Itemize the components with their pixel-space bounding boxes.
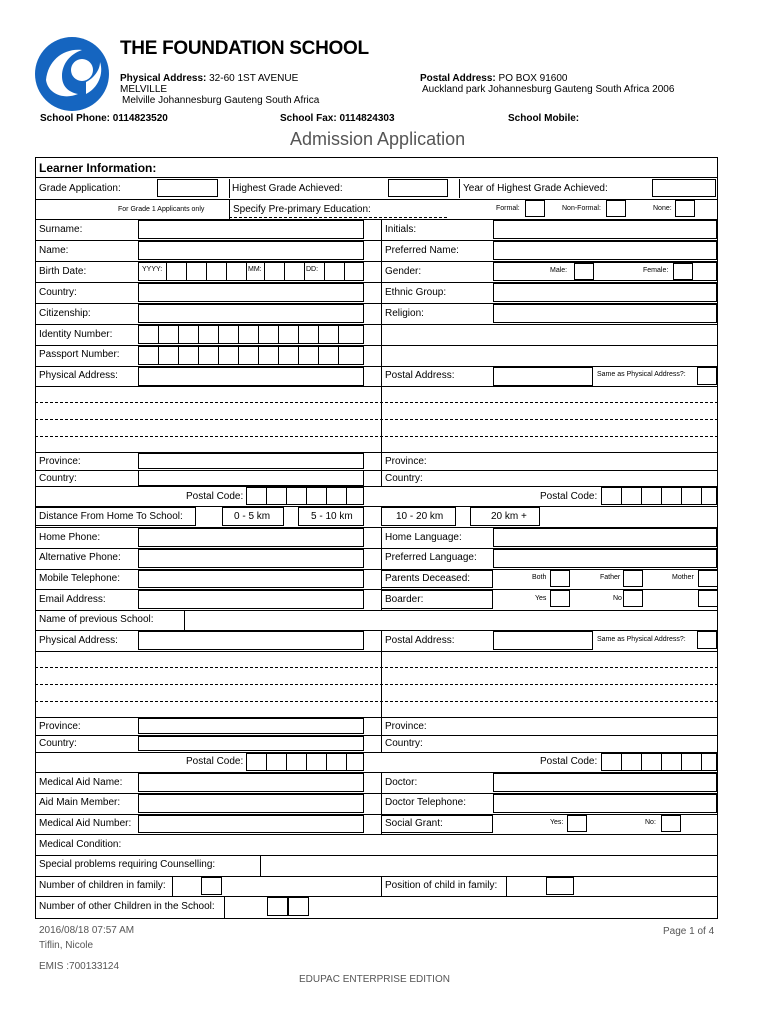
country-field[interactable] bbox=[138, 283, 364, 302]
same-as-label-2: Same as Physical Address?: bbox=[597, 636, 686, 643]
home-language-field[interactable] bbox=[493, 528, 717, 547]
parents-deceased-label: Parents Deceased: bbox=[385, 573, 471, 584]
preprimary-label: Specify Pre-primary Education: bbox=[233, 204, 371, 215]
postal-code-label: Postal Code: bbox=[186, 491, 244, 502]
postal-code-label-postal-2: Postal Code: bbox=[540, 756, 598, 767]
social-grant-no-label: No: bbox=[645, 819, 656, 826]
email-field[interactable] bbox=[138, 590, 364, 609]
highest-grade-field[interactable] bbox=[388, 179, 448, 197]
school-name: THE FOUNDATION SCHOOL bbox=[120, 38, 369, 59]
same-as-label: Same as Physical Address?: bbox=[597, 371, 686, 378]
home-phone-field[interactable] bbox=[138, 528, 364, 547]
prev-school-label: Name of previous School: bbox=[39, 614, 154, 625]
email-label: Email Address: bbox=[39, 594, 106, 605]
form-title: Admission Application bbox=[290, 129, 466, 149]
citizenship-label: Citizenship: bbox=[39, 308, 91, 319]
name-label: Name: bbox=[39, 245, 69, 256]
religion-label: Religion: bbox=[385, 308, 424, 319]
passport-label: Passport Number: bbox=[39, 349, 120, 360]
distance-label: Distance From Home To School: bbox=[39, 511, 183, 522]
physical-address-label: Physical Address: bbox=[39, 370, 118, 381]
mm-label: MM: bbox=[248, 266, 262, 273]
year-highest-label: Year of Highest Grade Achieved: bbox=[463, 183, 608, 194]
grade-application-field[interactable] bbox=[157, 179, 218, 197]
postal-code-label-2: Postal Code: bbox=[186, 756, 244, 767]
province-label-postal-2: Province: bbox=[385, 721, 427, 732]
male-label: Male: bbox=[550, 267, 568, 274]
physical-address-field-2[interactable] bbox=[138, 631, 364, 650]
male-checkbox[interactable] bbox=[574, 263, 594, 280]
social-grant-yes-checkbox[interactable] bbox=[567, 815, 587, 832]
school-mobile: School Mobile: bbox=[508, 113, 580, 124]
postal-address-field[interactable] bbox=[493, 367, 593, 386]
medical-condition-label: Medical Condition: bbox=[39, 839, 122, 850]
female-checkbox[interactable] bbox=[673, 263, 693, 280]
nonformal-label: Non-Formal: bbox=[562, 205, 601, 212]
same-as-checkbox[interactable] bbox=[697, 367, 717, 385]
religion-field[interactable] bbox=[493, 304, 717, 323]
mother-checkbox[interactable] bbox=[698, 570, 718, 587]
other-children-field-2[interactable] bbox=[288, 897, 309, 916]
boarder-yes-checkbox[interactable] bbox=[550, 590, 570, 607]
footer-datetime: 2016/08/18 07:57 AM bbox=[39, 925, 135, 936]
province-field[interactable] bbox=[138, 453, 364, 469]
med-aid-name-label: Medical Aid Name: bbox=[39, 777, 123, 788]
province-label: Province: bbox=[39, 456, 81, 467]
citizenship-field[interactable] bbox=[138, 304, 364, 323]
footer-emis: EMIS :700133124 bbox=[39, 961, 120, 972]
postal-code-label-postal: Postal Code: bbox=[540, 491, 598, 502]
postal-address-label-2: Postal Address: bbox=[385, 635, 455, 646]
country-label-2: Country: bbox=[39, 738, 77, 749]
footer-page: Page 1 of 4 bbox=[663, 926, 715, 937]
social-grant-yes-label: Yes: bbox=[550, 819, 564, 826]
doctor-label: Doctor: bbox=[385, 777, 418, 788]
postal-code-postal-field[interactable] bbox=[601, 487, 717, 505]
pref-language-field[interactable] bbox=[493, 549, 717, 568]
initials-label: Initials: bbox=[385, 224, 417, 235]
med-aid-number-field[interactable] bbox=[138, 815, 364, 833]
initials-field[interactable] bbox=[493, 220, 717, 239]
year-highest-field[interactable] bbox=[652, 179, 716, 197]
boarder-extra-box[interactable] bbox=[698, 590, 718, 607]
both-checkbox[interactable] bbox=[550, 570, 570, 587]
med-aid-name-field[interactable] bbox=[138, 773, 364, 792]
med-aid-number-label: Medical Aid Number: bbox=[39, 818, 132, 829]
section-learner-info: Learner Information: bbox=[39, 161, 157, 175]
father-label: Father bbox=[600, 574, 621, 581]
doctor-field[interactable] bbox=[493, 773, 717, 792]
grade1-note: For Grade 1 Applicants only bbox=[118, 206, 205, 213]
birth-date-label: Birth Date: bbox=[39, 266, 87, 277]
surname-label: Surname: bbox=[39, 224, 83, 235]
province-field-2[interactable] bbox=[138, 718, 364, 734]
grade-application-label: Grade Application: bbox=[39, 183, 121, 194]
yyyy-label: YYYY: bbox=[142, 266, 163, 273]
mobile-field[interactable] bbox=[138, 570, 364, 588]
position-child-label: Position of child in family: bbox=[385, 880, 498, 891]
physical-address-label-2: Physical Address: bbox=[39, 635, 118, 646]
female-label: Female: bbox=[643, 267, 669, 274]
mobile-label: Mobile Telephone: bbox=[39, 573, 120, 584]
country-label-physical: Country: bbox=[39, 473, 77, 484]
children-family-label: Number of children in family: bbox=[39, 880, 166, 891]
home-phone-label: Home Phone: bbox=[39, 532, 101, 543]
aid-member-label: Aid Main Member: bbox=[39, 797, 121, 808]
postal-address-label: Postal Address: bbox=[385, 370, 455, 381]
special-problems-label: Special problems requiring Counselling: bbox=[39, 859, 216, 870]
nonformal-checkbox[interactable] bbox=[606, 200, 626, 217]
alt-phone-label: Alternative Phone: bbox=[39, 552, 121, 563]
country-label: Country: bbox=[39, 287, 77, 298]
passport-field[interactable] bbox=[138, 346, 364, 365]
doctor-phone-field[interactable] bbox=[493, 794, 717, 813]
other-children-label: Number of other Children in the School: bbox=[39, 901, 215, 912]
formal-label: Formal: bbox=[496, 205, 520, 212]
boarder-yes-label: Yes bbox=[535, 595, 547, 602]
gender-label: Gender: bbox=[385, 266, 422, 277]
postal-code-postal-field-2[interactable] bbox=[601, 753, 717, 771]
country-physical-field[interactable] bbox=[138, 470, 364, 486]
boarder-no-label: No bbox=[613, 595, 622, 602]
province-label-2: Province: bbox=[39, 721, 81, 732]
other-children-field-1[interactable] bbox=[267, 897, 288, 916]
school-logo bbox=[34, 36, 110, 112]
physical-address-field[interactable] bbox=[138, 367, 364, 386]
alt-phone-field[interactable] bbox=[138, 549, 364, 568]
physical-address-header: Physical Address: 32-60 1ST AVENUE bbox=[120, 73, 299, 84]
physical-address-line3: Melville Johannesburg Gauteng South Africa bbox=[122, 95, 320, 106]
same-as-checkbox-2[interactable] bbox=[697, 631, 717, 649]
postal-address-line2: Auckland park Johannesburg Gauteng South Africa 2006 bbox=[422, 84, 675, 95]
highest-grade-label: Highest Grade Achieved: bbox=[232, 183, 343, 194]
physical-address-line2: MELVILLE bbox=[120, 84, 168, 95]
identity-label: Identity Number: bbox=[39, 329, 113, 340]
footer-user: Tiflin, Nicole bbox=[39, 940, 94, 951]
ethnic-field[interactable] bbox=[493, 283, 717, 302]
home-language-label: Home Language: bbox=[385, 532, 462, 543]
postal-address-header: Postal Address: PO BOX 91600 bbox=[420, 73, 568, 84]
both-label: Both bbox=[532, 574, 547, 581]
surname-field[interactable] bbox=[138, 220, 364, 239]
school-phone: School Phone: 0114823520 bbox=[40, 113, 168, 124]
ethnic-label: Ethnic Group: bbox=[385, 287, 447, 298]
identity-field[interactable] bbox=[138, 325, 364, 344]
distance-5-10-label: 5 - 10 km bbox=[311, 511, 353, 522]
dd-label: DD: bbox=[306, 266, 319, 273]
pref-language-label: Preferred Language: bbox=[385, 552, 477, 563]
province-label-postal: Province: bbox=[385, 456, 427, 467]
boarder-no-checkbox[interactable] bbox=[623, 590, 643, 607]
father-checkbox[interactable] bbox=[623, 570, 643, 587]
country-field-2[interactable] bbox=[138, 736, 364, 751]
social-grant-no-checkbox[interactable] bbox=[661, 815, 681, 832]
none-checkbox[interactable] bbox=[675, 200, 695, 217]
name-field[interactable] bbox=[138, 241, 364, 260]
doctor-phone-label: Doctor Telephone: bbox=[385, 797, 466, 808]
boarder-label: Boarder: bbox=[385, 594, 424, 605]
none-label: None: bbox=[653, 205, 672, 212]
preferred-name-field[interactable] bbox=[493, 241, 717, 260]
children-family-field[interactable] bbox=[201, 877, 222, 895]
formal-checkbox[interactable] bbox=[525, 200, 545, 217]
country-label-postal-2: Country: bbox=[385, 738, 423, 749]
distance-20-plus-label: 20 km + bbox=[491, 511, 527, 522]
distance-10-20-label: 10 - 20 km bbox=[396, 511, 444, 522]
aid-member-field[interactable] bbox=[138, 794, 364, 813]
preferred-name-label: Preferred Name: bbox=[385, 245, 459, 256]
social-grant-label: Social Grant: bbox=[385, 818, 443, 829]
country-label-postal: Country: bbox=[385, 473, 423, 484]
position-child-field[interactable] bbox=[546, 877, 574, 895]
distance-0-5-label: 0 - 5 km bbox=[234, 511, 271, 522]
footer-edition: EDUPAC ENTERPRISE EDITION bbox=[299, 974, 450, 985]
mother-label: Mother bbox=[672, 574, 694, 581]
school-fax: School Fax: 0114824303 bbox=[280, 113, 395, 124]
postal-address-field-2[interactable] bbox=[493, 631, 593, 650]
